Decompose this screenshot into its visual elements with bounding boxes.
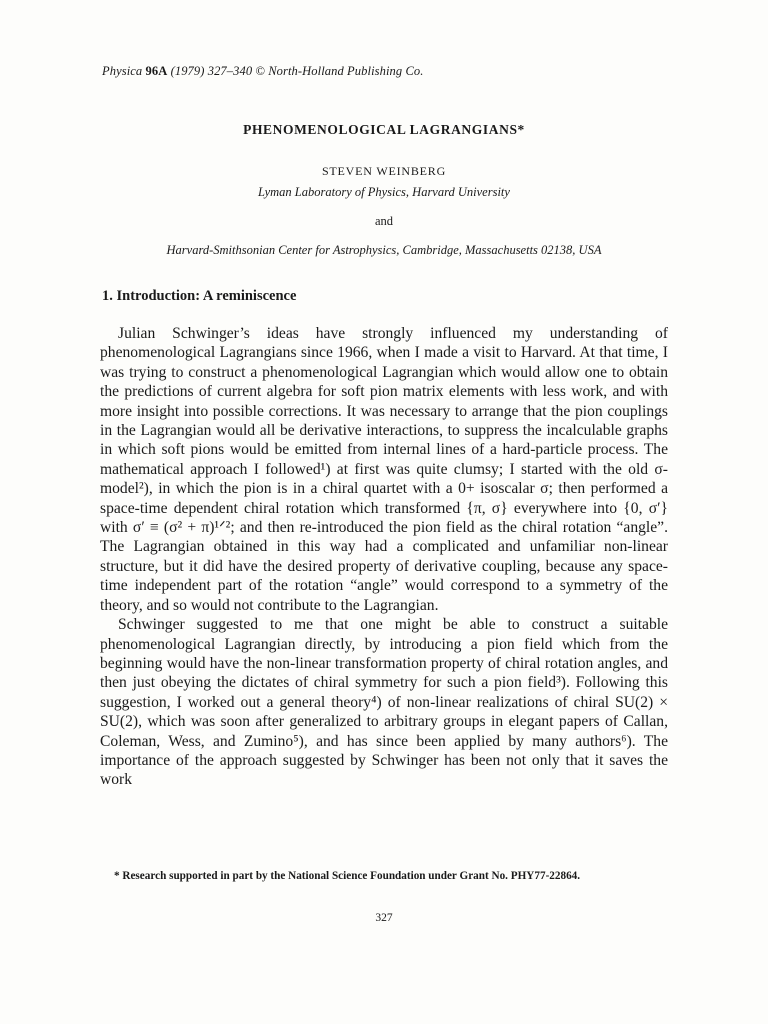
affiliation-2: Harvard-Smithsonian Center for Astrophysics, Cambridge, Massachusetts 02138, USA <box>166 243 602 257</box>
body-text <box>100 324 668 790</box>
journal-name: Physica <box>102 64 143 78</box>
page-number: 327 <box>375 912 393 924</box>
author-name: STEVEN WEINBERG <box>321 164 447 178</box>
affiliation-1: Lyman Laboratory of Physics, Harvard University <box>258 185 510 199</box>
paragraph: Schwinger suggested to me that one might be able to construct a suitable phenomenological Lagrangian directly, by introducing a pion field which from the beginning would have the non-linear transformation property of chiral rotation angles, and then just obeying the dictates of chiral symmetry for such a pion field³). Following this suggestion, I worked out a general theory⁴) of non-linear realizations of chiral SU(2) × SU(2), which was soon after generalized to arbitrary groups in elegant papers of Callan, Coleman, Wess, and Zumino⁵), and has since been applied by many authors⁶). The importance of the approach suggested by Schwinger has been not only that it saves the work <box>100 616 668 789</box>
journal-volume: 96A <box>145 64 168 78</box>
footnote: * Research supported in part by the National Science Foundation under Grant No. PHY77-22864. <box>114 870 581 882</box>
section-heading: 1. Introduction: A reminiscence <box>102 288 297 304</box>
journal-details: (1979) 327–340 © North-Holland Publishing Co. <box>170 64 424 78</box>
paper-title: PHENOMENOLOGICAL LAGRANGIANS* <box>243 122 525 137</box>
affiliation-conjunction: and <box>374 214 394 228</box>
journal-citation <box>102 64 423 79</box>
paragraph: Julian Schwinger’s ideas have strongly influenced my understanding of phenomenological Lagrangians since 1966, when I made a visit to Harvard. At that time, I was trying to construct a phenomenological Lagrangian which would allow one to obtain the predictions of current algebra for soft pion matrix elements with less work, and with more insight into possible corrections. It was necessary to arrange that the pion couplings in the Lagrangian would all be derivative interactions, to suppress the incalculable graphs in which soft pions would be emitted from internal lines of a hard-particle process. The mathematical approach I followed¹) at first was quite clumsy; I started with the old σ-model²), in which the pion is in a chiral quartet with a 0+ isoscalar σ; then performed a space-time dependent chiral rotation which transformed {π, σ} everywhere into {0, σ′} with σ′ ≡ (σ² + π)¹ᐟ²; and then re-introduced the pion field as the chiral rotation “angle”. The Lagrangian obtained in this way had a complicated and unfamiliar non-linear structure, but it did have the desired property of derivative coupling, because any space-time independent part of the rotation “angle” would correspond to a symmetry of the theory, and so would not contribute to the Lagrangian. <box>100 325 668 614</box>
